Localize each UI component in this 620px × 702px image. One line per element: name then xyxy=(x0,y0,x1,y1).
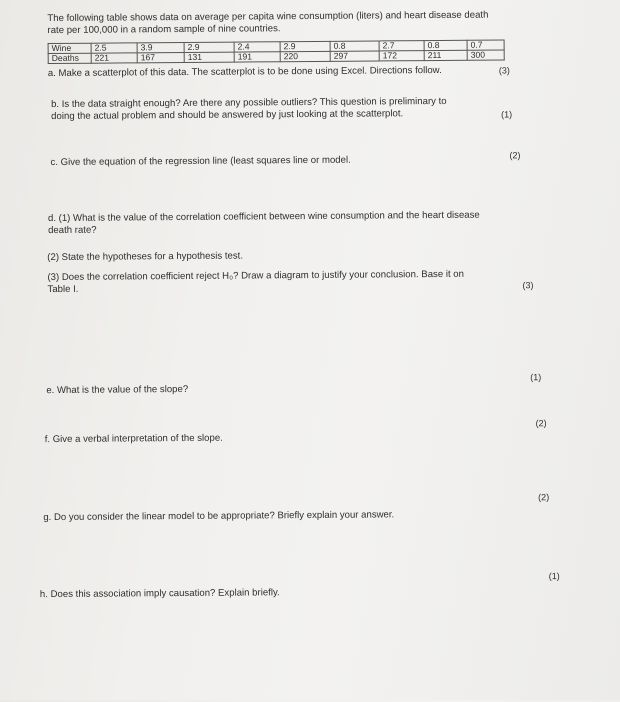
question-g-points: (2) xyxy=(538,492,550,503)
question-d3-line-1: (3) Does the correlation coefficient reject H₀? Draw a diagram to justify your conclusion. Base it on xyxy=(47,268,464,284)
table-cell: 2.4 xyxy=(234,42,280,52)
question-b-points: (1) xyxy=(501,109,513,120)
table-cell: 167 xyxy=(137,52,184,62)
question-b-line-2: doing the actual problem and should be answered by just looking at the scatterplot. xyxy=(51,108,404,123)
intro-line-1: The following table shows data on average per capita wine consumption (liters) and heart disease death xyxy=(47,9,489,25)
question-e: e. What is the value of the slope? xyxy=(46,383,189,397)
table-cell: 211 xyxy=(424,50,467,60)
question-g: g. Do you consider the linear model to be appropriate? Briefly explain your answer. xyxy=(43,509,395,524)
question-b-line-1: b. Is the data straight enough? Are there any possible outliers? This question is preliminary to xyxy=(51,95,447,111)
table-cell: 191 xyxy=(234,52,280,62)
table-cell: 0.8 xyxy=(424,40,467,50)
question-e-points: (1) xyxy=(530,372,542,383)
table-cell: 131 xyxy=(184,52,234,62)
table-cell: 2.7 xyxy=(379,41,424,51)
table-cell: 0.7 xyxy=(467,40,504,50)
table-cell: 3.9 xyxy=(137,42,184,52)
table-cell: 2.9 xyxy=(184,42,234,52)
question-c-points: (2) xyxy=(509,150,521,161)
data-table xyxy=(48,39,505,64)
row-header: Wine xyxy=(48,43,91,53)
question-a-points: (3) xyxy=(498,65,510,76)
table-cell: 2.9 xyxy=(280,41,330,51)
question-h: h. Does this association imply causation? Explain briefly. xyxy=(39,587,280,601)
row-header: Deaths xyxy=(48,53,91,63)
question-d1-line-1: d. (1) What is the value of the correlation coefficient between wine consumption and the heart disease xyxy=(47,209,480,225)
question-f-points: (2) xyxy=(535,418,547,429)
question-f: f. Give a verbal interpretation of the slope. xyxy=(44,432,223,446)
table-cell: 221 xyxy=(91,53,137,63)
table-cell: 0.8 xyxy=(330,41,379,51)
table-cell: 300 xyxy=(467,50,504,60)
question-d2: (2) State the hypotheses for a hypothesis test. xyxy=(47,250,244,264)
intro-line-2: rate per 100,000 in a random sample of nine countries. xyxy=(47,23,281,37)
question-a: a. Make a scatterplot of this data. The scatterplot is to be done using Excel. Directions follow. xyxy=(47,64,442,80)
table-cell: 220 xyxy=(280,51,330,61)
question-d3-points: (3) xyxy=(522,280,534,291)
question-c: c. Give the equation of the regression line (least squares line or model. xyxy=(50,154,351,169)
table-cell: 172 xyxy=(379,51,424,61)
table-cell: 297 xyxy=(330,51,379,61)
table-cell: 2.5 xyxy=(91,43,137,53)
question-h-points: (1) xyxy=(548,571,560,582)
question-d3-line-2: Table I. xyxy=(47,283,79,296)
question-d1-line-2: death rate? xyxy=(48,224,97,237)
